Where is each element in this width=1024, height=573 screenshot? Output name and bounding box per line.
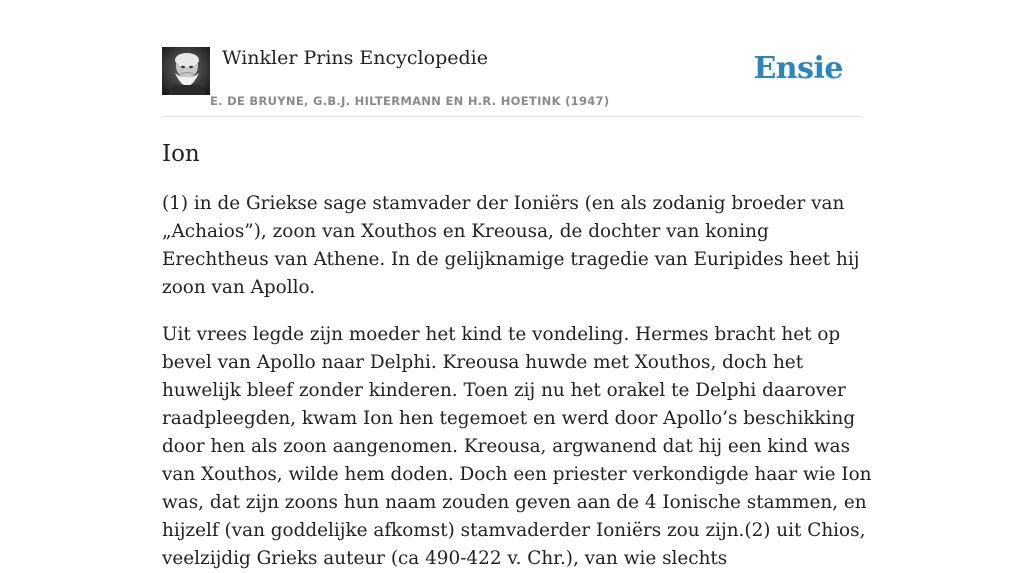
authors-line: E. DE BRUYNE, G.B.J. HILTERMANN EN H.R. HOETINK (1947) (210, 94, 610, 108)
article (162, 138, 872, 573)
article-title: Ion (162, 141, 200, 167)
ensie-logo-link[interactable]: Ensie (753, 51, 843, 86)
author-avatar[interactable] (162, 47, 210, 95)
article-paragraph-2: Uit vrees legde zijn moeder het kind te vondeling. Hermes bracht het op bevel van Apollo naar Delphi. Kreousa huwde met Xouthos, doch het huwelijk bleef zonder kinderen. Toen zij nu het orakel te Delphi daarover raadpleegden, kwam Ion hen tegemoet en werd door Apollo’s beschikking door hen als zoon aangenomen. Kreousa, argwanend dat hij een kind was van Xouthos, wilde hem doden. Doch een priester verkondigde haar wie Ion was, dat zijn zoons hun naam zouden geven aan de 4 Ionische stammen, en hijzelf (van goddelijke afkomst) stamvaderder Ioniërs zou zijn.(2) uit Chios, veelzijdig Grieks auteur (ca 490-422 v. Chr.), van wie slechts (162, 324, 872, 569)
site-header (162, 44, 862, 117)
bearded-man-portrait-icon (162, 47, 210, 95)
article-paragraph-1: (1) in de Griekse sage stamvader der Ioniërs (en als zodanig broeder van „Achaios”), zoon van Xouthos en Kreousa, de dochter van koning Erechtheus van Athene. In de gelijknamige tragedie van Euripides heet hij zoon van Apollo. (162, 193, 860, 298)
site-title-link[interactable]: Winkler Prins Encyclopedie (222, 47, 488, 69)
